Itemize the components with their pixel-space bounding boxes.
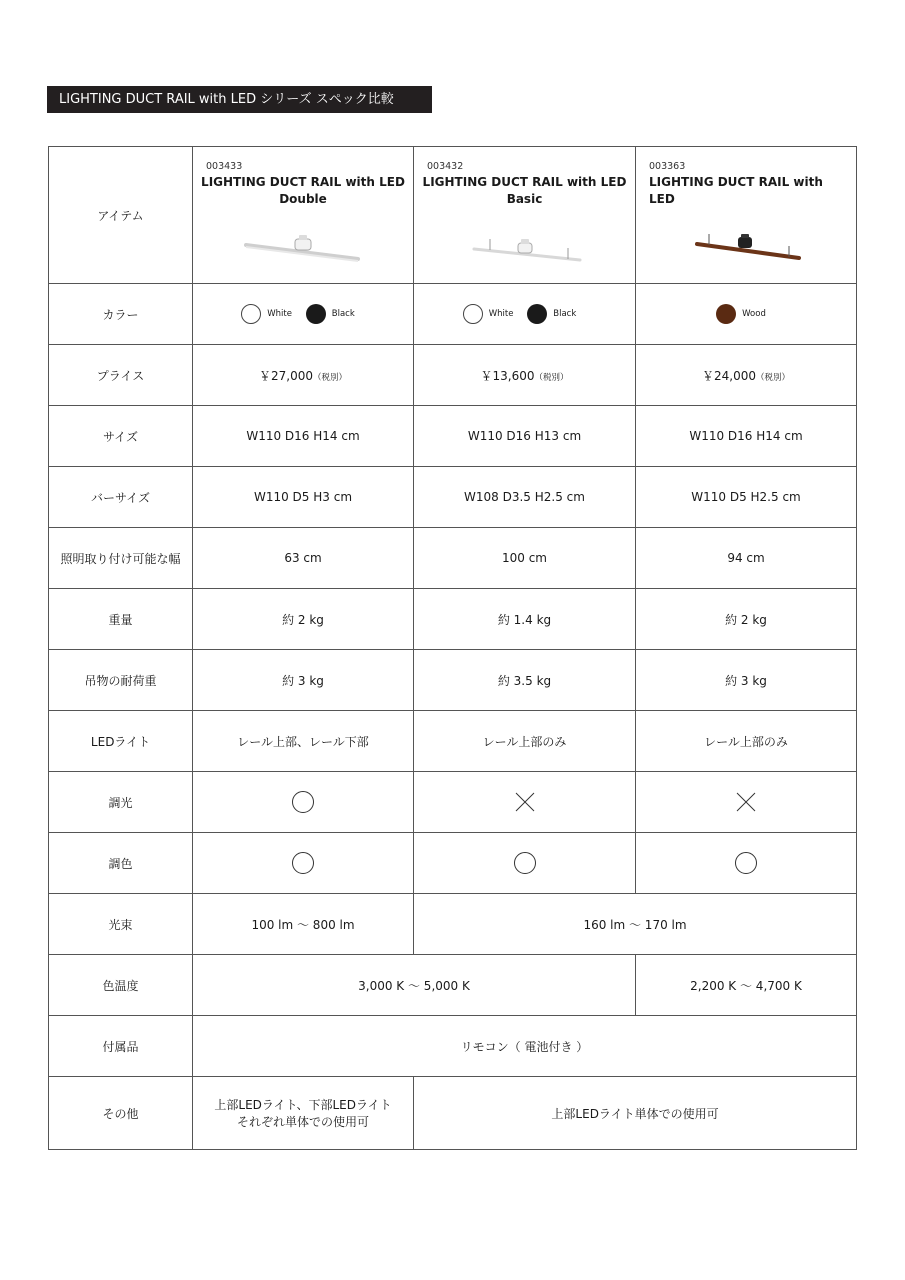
other-note-line: それぞれ単体での使用可 (236, 1115, 369, 1129)
color-cell-basic (414, 284, 636, 345)
label-size: サイズ (49, 406, 193, 467)
tax-note: （税別） (534, 372, 569, 383)
row-load (49, 650, 857, 711)
page-title: LIGHTING DUCT RAIL with LED シリーズ スペック比較 (47, 86, 432, 113)
color-label: Wood (742, 309, 766, 319)
row-price (49, 345, 857, 406)
color-label: Black (553, 309, 577, 319)
row-accessory (49, 1016, 857, 1077)
load-cell: 約 3 kg (636, 650, 857, 711)
wood-swatch (716, 304, 736, 324)
product-double (193, 147, 414, 284)
cross-mark-icon (735, 791, 757, 813)
circle-mark-icon (514, 852, 536, 874)
white-swatch (463, 304, 483, 324)
lumen-cell: 100 lm 〜 800 lm (193, 894, 414, 955)
color-temp-cell-merged: 3,000 K 〜 5,000 K (193, 955, 636, 1016)
weight-cell: 約 1.4 kg (414, 589, 636, 650)
product-name: LIGHTING DUCT RAIL with LED (649, 175, 823, 206)
price-value: ￥13,600 (480, 368, 535, 383)
other-cell-merged: 上部LEDライト単体での使用可 (414, 1077, 857, 1150)
label-accessory: 付属品 (49, 1016, 193, 1077)
price-cell (636, 345, 857, 406)
load-cell: 約 3 kg (193, 650, 414, 711)
color-label: Black (331, 309, 355, 319)
size-cell: W110 D16 H14 cm (193, 406, 414, 467)
toning-cell (193, 833, 414, 894)
label-weight: 重量 (49, 589, 193, 650)
dimming-cell (193, 772, 414, 833)
product-wood (636, 147, 857, 284)
white-rail-basic-image (414, 229, 635, 269)
color-cell-wood (636, 284, 857, 345)
bar-size-cell: W108 D3.5 H2.5 cm (414, 467, 636, 528)
label-color: カラー (49, 284, 193, 345)
row-toning (49, 833, 857, 894)
label-load: 吊物の耐荷重 (49, 650, 193, 711)
tax-note: （税別） (312, 372, 347, 383)
size-cell: W110 D16 H13 cm (414, 406, 636, 467)
row-other (49, 1077, 857, 1150)
size-cell: W110 D16 H14 cm (636, 406, 857, 467)
cross-mark-icon (514, 791, 536, 813)
tax-note: （税別） (755, 372, 790, 383)
price-cell (193, 345, 414, 406)
product-code: 003432 (427, 161, 464, 172)
dimming-cell (414, 772, 636, 833)
load-cell: 約 3.5 kg (414, 650, 636, 711)
price-cell (414, 345, 636, 406)
row-color (49, 284, 857, 345)
price-value: ￥27,000 (258, 368, 313, 383)
toning-cell (636, 833, 857, 894)
product-name: LIGHTING DUCT RAIL with LED Basic (422, 175, 627, 206)
product-basic (414, 147, 636, 284)
lumen-cell-merged: 160 lm 〜 170 lm (414, 894, 857, 955)
color-label: White (267, 309, 292, 319)
label-price: プライス (49, 345, 193, 406)
bar-size-cell: W110 D5 H2.5 cm (636, 467, 857, 528)
other-note-line: 上部LEDライト、下部LEDライト (214, 1098, 392, 1112)
circle-mark-icon (292, 852, 314, 874)
led-cell: レール上部のみ (636, 711, 857, 772)
circle-mark-icon (292, 791, 314, 813)
weight-cell: 約 2 kg (193, 589, 414, 650)
label-bar-size: バーサイズ (49, 467, 193, 528)
row-color-temp (49, 955, 857, 1016)
product-code: 003363 (649, 161, 686, 172)
color-temp-cell: 2,200 K 〜 4,700 K (636, 955, 857, 1016)
width-cell: 63 cm (193, 528, 414, 589)
width-cell: 100 cm (414, 528, 636, 589)
product-name: LIGHTING DUCT RAIL with LED Double (201, 175, 405, 206)
row-size (49, 406, 857, 467)
label-led: LEDライト (49, 711, 193, 772)
row-led (49, 711, 857, 772)
bar-size-cell: W110 D5 H3 cm (193, 467, 414, 528)
black-swatch (306, 304, 326, 324)
color-cell-double (193, 284, 414, 345)
label-color-temp: 色温度 (49, 955, 193, 1016)
label-toning: 調色 (49, 833, 193, 894)
row-item (49, 147, 857, 284)
row-dimming (49, 772, 857, 833)
white-swatch (241, 304, 261, 324)
label-item: アイテム (49, 147, 193, 284)
black-swatch (527, 304, 547, 324)
row-weight (49, 589, 857, 650)
label-lumen: 光束 (49, 894, 193, 955)
led-cell: レール上部、レール下部 (193, 711, 414, 772)
product-code: 003433 (206, 161, 243, 172)
label-width: 照明取り付け可能な幅 (49, 528, 193, 589)
other-cell-double (193, 1077, 414, 1150)
dimming-cell (636, 772, 857, 833)
wood-rail-image (636, 229, 856, 269)
accessory-cell: リモコン（ 電池付き ） (193, 1016, 857, 1077)
toning-cell (414, 833, 636, 894)
led-cell: レール上部のみ (414, 711, 636, 772)
label-dimming: 調光 (49, 772, 193, 833)
width-cell: 94 cm (636, 528, 857, 589)
row-lumen (49, 894, 857, 955)
row-width (49, 528, 857, 589)
color-label: White (488, 309, 514, 319)
spec-comparison-table (48, 146, 857, 1150)
row-bar-size (49, 467, 857, 528)
weight-cell: 約 2 kg (636, 589, 857, 650)
white-rail-double-image (193, 229, 413, 269)
label-other: その他 (49, 1077, 193, 1150)
price-value: ￥24,000 (701, 368, 756, 383)
circle-mark-icon (735, 852, 757, 874)
